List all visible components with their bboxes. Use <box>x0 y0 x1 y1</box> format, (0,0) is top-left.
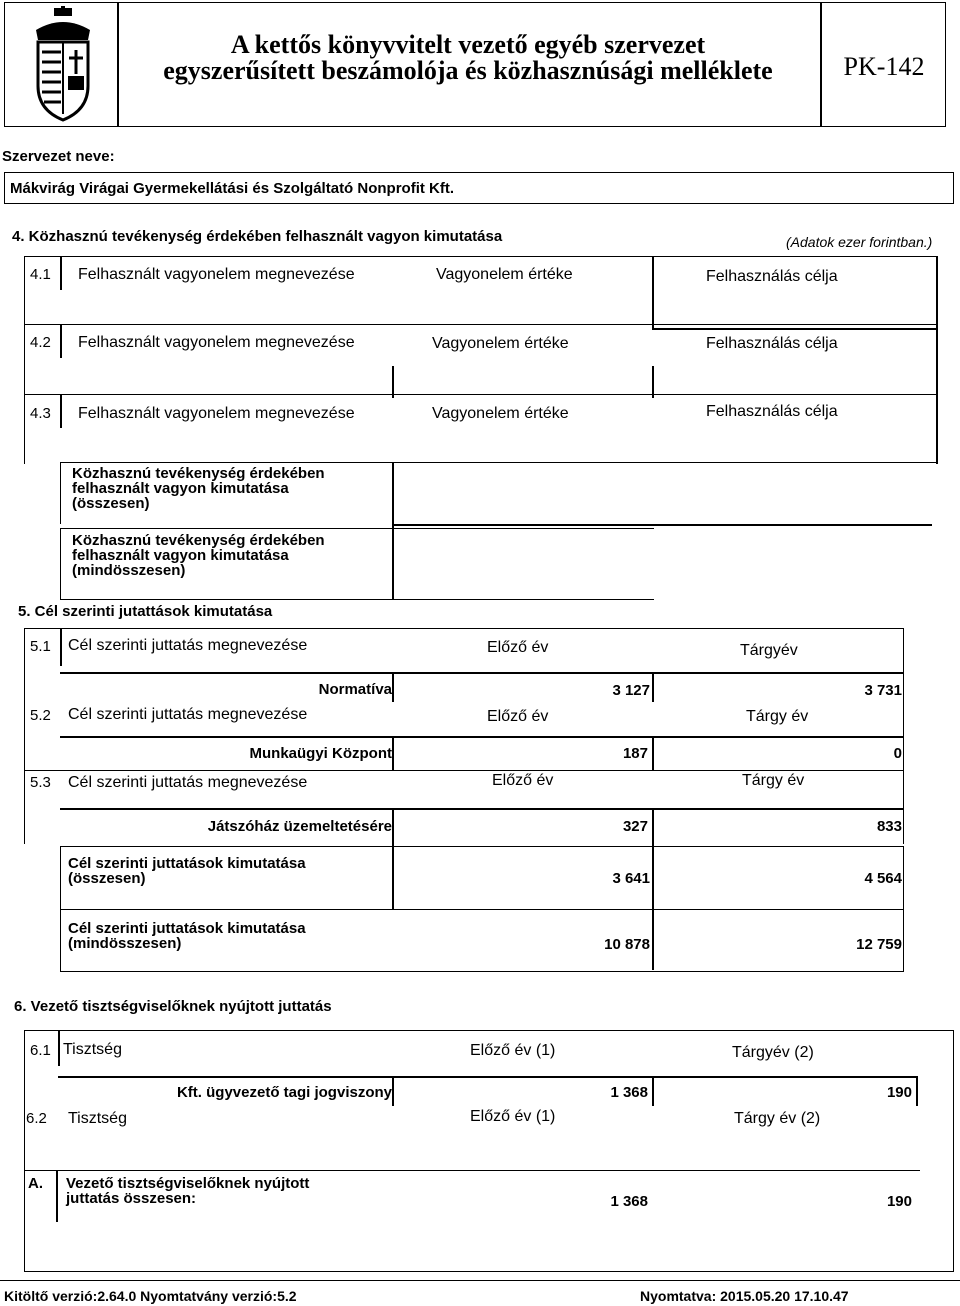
row-6-1-name: Kft. ügyvezető tagi jogviszony <box>176 1084 392 1101</box>
row-5-2-name-label: Cél szerinti juttatás megnevezése <box>68 706 308 723</box>
row-4-1-name-label: Felhasznált vagyonelem megnevezése <box>78 266 355 283</box>
section5-grand-total-line1: Cél szerinti juttatások kimutatása <box>68 920 306 937</box>
footer-printed: Nyomtatva: 2015.05.20 17.10.47 <box>640 1288 849 1304</box>
section4-grand-total-line3: (mindösszesen) <box>72 562 186 579</box>
row-4-2-purpose-label: Felhasználás célja <box>706 335 838 352</box>
row-5-1-curr: 3 731 <box>864 682 902 699</box>
section4-grand-total-line1: Közhasznú tevékenység érdekében <box>72 532 325 549</box>
row-5-1-num: 5.1 <box>30 638 51 655</box>
form-title-line1: A kettős könyvvitelt vezető egyéb szervezet <box>230 30 706 59</box>
row-5-1-name-label: Cél szerinti juttatás megnevezése <box>68 637 308 654</box>
row-6-2-name-label: Tisztség <box>68 1110 127 1127</box>
row-5-1-prev: 3 127 <box>612 682 650 699</box>
section6-title: 6. Vezető tisztségviselőknek nyújtott juttatás <box>14 998 332 1015</box>
section5-total-line2: (összesen) <box>68 870 146 887</box>
section5-grand-total-curr: 12 759 <box>856 936 902 953</box>
unit-note: (Adatok ezer forintban.) <box>786 234 933 250</box>
row-5-3-num: 5.3 <box>30 774 51 791</box>
section5-total-curr: 4 564 <box>864 870 902 887</box>
row-4-2-name-label: Felhasznált vagyonelem megnevezése <box>78 334 355 351</box>
row-6-2-num: 6.2 <box>26 1110 47 1127</box>
row-4-1-value-label: Vagyonelem értéke <box>436 266 573 283</box>
section4-title: 4. Közhasznú tevékenység érdekében felhasznált vagyon kimutatása <box>12 228 503 245</box>
section4-grand-total-line2: felhasznált vagyon kimutatása <box>72 547 289 564</box>
section6-total-letter: A. <box>28 1175 43 1192</box>
row-5-3-name-label: Cél szerinti juttatás megnevezése <box>68 774 308 791</box>
section5-title: 5. Cél szerinti jutattások kimutatása <box>18 603 273 620</box>
section4-total-line3: (összesen) <box>72 495 150 512</box>
section4-total-line1: Közhasznú tevékenység érdekében <box>72 465 325 482</box>
row-5-2-curr-label: Tárgy év <box>746 708 809 725</box>
section6-total-line2: juttatás összesen: <box>66 1190 197 1207</box>
row-5-2-num: 5.2 <box>30 707 51 724</box>
row-6-1-curr-label: Tárgyév (2) <box>732 1044 814 1061</box>
row-6-1-name-label: Tisztség <box>63 1041 122 1058</box>
row-4-3-name-label: Felhasznált vagyonelem megnevezése <box>78 405 355 422</box>
section6-total-curr: 190 <box>886 1193 912 1210</box>
row-4-3-value-label: Vagyonelem értéke <box>432 405 569 422</box>
row-4-3-num: 4.3 <box>30 405 51 422</box>
row-4-2-value-label: Vagyonelem értéke <box>432 335 569 352</box>
row-5-1-prev-label: Előző év <box>487 639 549 656</box>
section6-total-prev: 1 368 <box>610 1193 648 1210</box>
section5-total-prev: 3 641 <box>612 870 650 887</box>
row-6-1-prev-label: Előző év (1) <box>470 1042 556 1059</box>
section5-grand-total-prev: 10 878 <box>604 936 650 953</box>
row-5-3-name: Játszóház üzemeltetésére <box>207 818 392 835</box>
row-5-3-prev-label: Előző év <box>492 772 554 789</box>
row-5-2-name: Munkaügyi Központ <box>249 745 392 762</box>
coat-of-arms-icon <box>28 6 98 124</box>
row-5-2-prev: 187 <box>622 745 648 762</box>
section5-total-line1: Cél szerinti juttatások kimutatása <box>68 855 306 872</box>
row-6-1-curr: 190 <box>886 1084 912 1101</box>
section5-grand-total-line2: (mindösszesen) <box>68 935 182 952</box>
row-5-1-curr-label: Tárgyév <box>740 642 798 659</box>
section6-table <box>24 1030 954 1272</box>
row-6-2-prev-label: Előző év (1) <box>470 1108 556 1125</box>
row-4-1-purpose-label: Felhasználás célja <box>706 268 838 285</box>
row-6-1-prev: 1 368 <box>610 1084 648 1101</box>
section4-total-line2: felhasznált vagyon kimutatása <box>72 480 289 497</box>
org-name: Mákvirág Virágai Gyermekellátási és Szolgáltató Nonprofit Kft. <box>10 180 455 197</box>
row-4-3-purpose-label: Felhasználás célja <box>706 403 838 420</box>
section6-total-line1: Vezető tisztségviselőknek nyújtott <box>66 1175 310 1192</box>
row-6-2-curr-label: Tárgy év (2) <box>734 1110 821 1127</box>
row-4-1-num: 4.1 <box>30 266 51 283</box>
row-5-2-prev-label: Előző év <box>487 708 549 725</box>
row-5-2-curr: 0 <box>893 745 902 762</box>
footer-version: Kitöltő verzió:2.64.0 Nyomtatvány verzió:5.2 <box>4 1288 297 1304</box>
row-5-3-curr-label: Tárgy év <box>742 772 805 789</box>
row-4-2-num: 4.2 <box>30 334 51 351</box>
row-5-1-name: Normatíva <box>318 681 392 698</box>
form-title-line2: egyszerűsített beszámolója és közhasznúsági melléklete <box>163 56 773 85</box>
form-code: PK-142 <box>843 52 925 81</box>
row-5-3-prev: 327 <box>622 818 648 835</box>
org-label: Szervezet neve: <box>2 148 115 165</box>
row-6-1-num: 6.1 <box>30 1042 51 1059</box>
row-5-3-curr: 833 <box>876 818 902 835</box>
